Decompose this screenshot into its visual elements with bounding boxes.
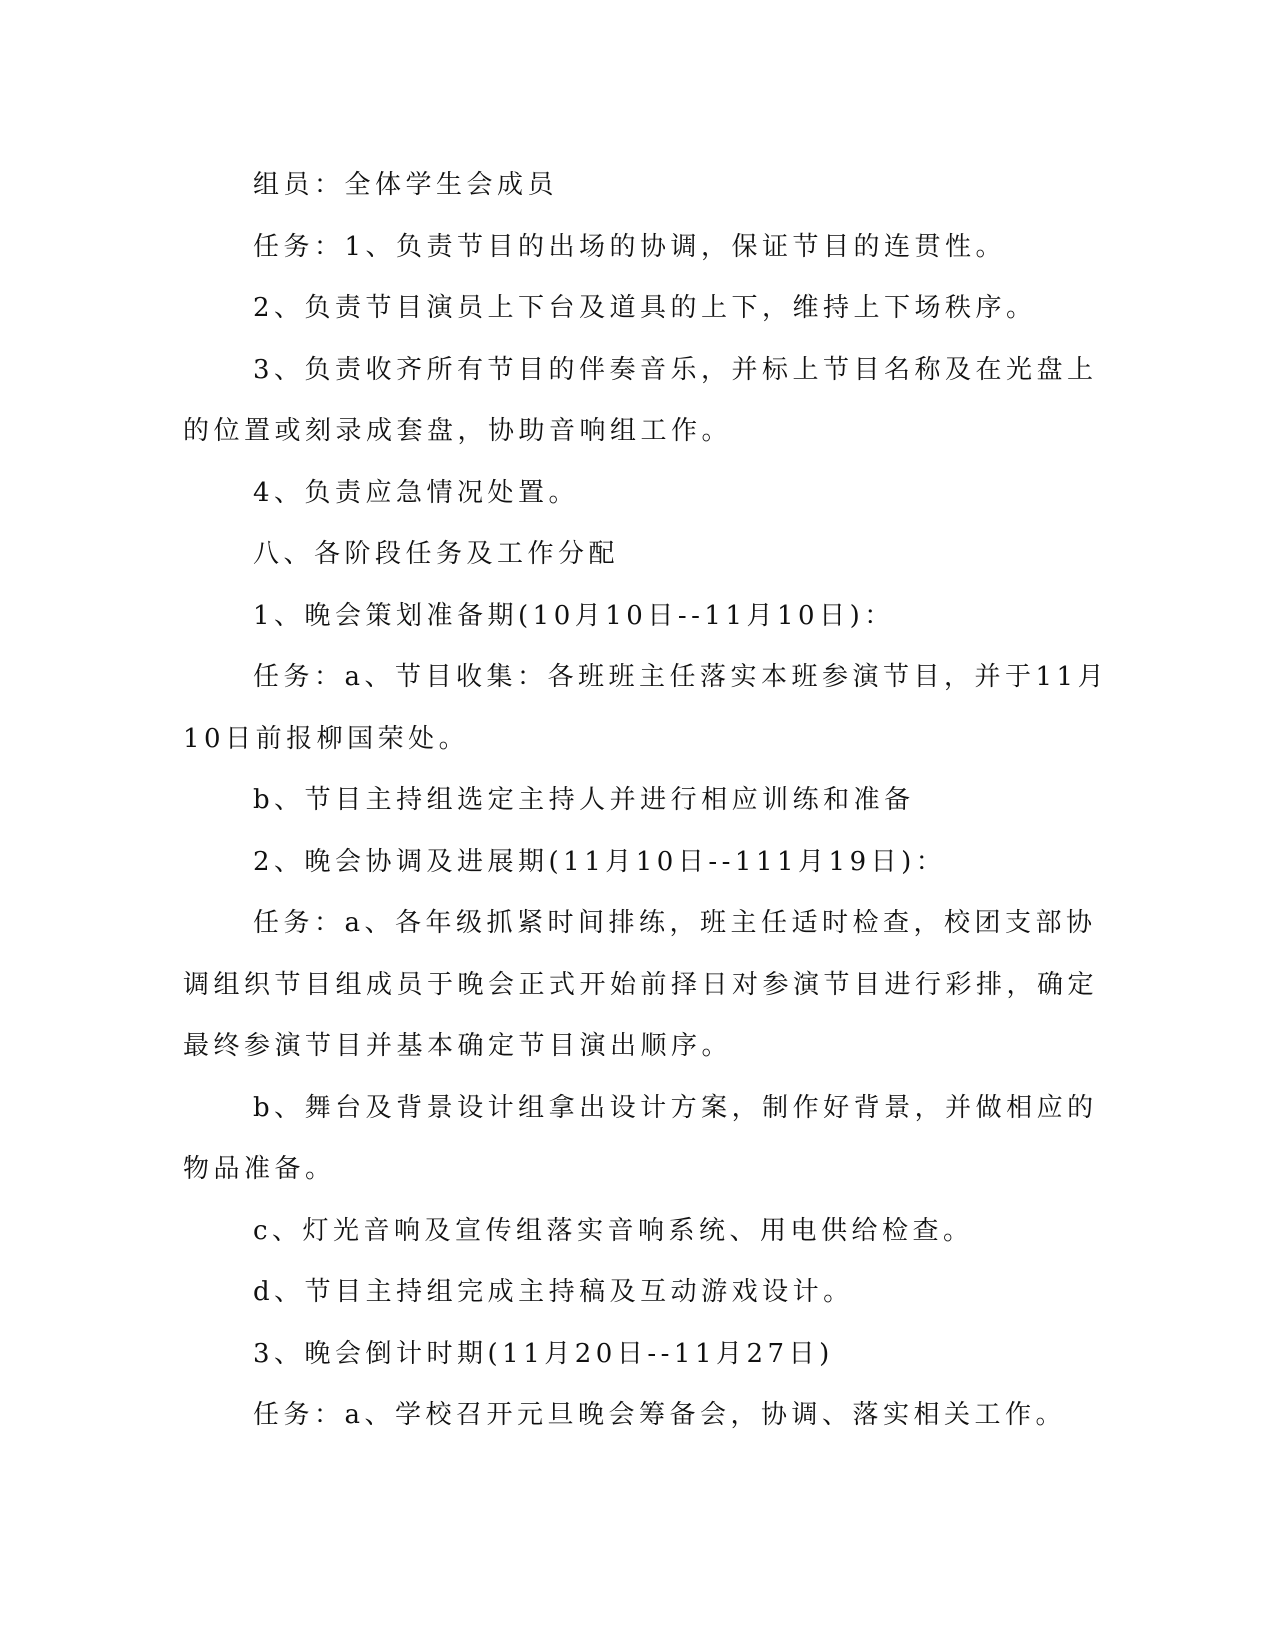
paragraph-line: 最终参演节目并基本确定节目演出顺序。 [183,1031,733,1061]
paragraph-line: 2、负责节目演员上下台及道具的上下，维持上下场秩序。 [253,293,1037,323]
paragraph-line: 任务：a、学校召开元旦晚会筹备会，协调、落实相关工作。 [253,1400,1067,1430]
paragraph-line: b、舞台及背景设计组拿出设计方案，制作好背景，并做相应的 [253,1092,1098,1123]
paragraph-line: 的位置或刻录成套盘，协助音响组工作。 [183,416,733,446]
section-heading: 八、各阶段任务及工作分配 [253,539,620,569]
paragraph-line: 3、晚会倒计时期(11月20日--11月27日) [253,1338,834,1369]
paragraph-line: 组员：全体学生会成员 [253,170,559,200]
paragraph-line: 任务：a、节目收集：各班班主任落实本班参演节目，并于11月 [253,662,1109,692]
paragraph-line: 3、负责收齐所有节目的伴奏音乐，并标上节目名称及在光盘上 [253,354,1098,385]
paragraph-line: 1、晚会策划准备期(10月10日--11月10日)： [253,600,895,631]
paragraph-line: 10日前报柳国荣处。 [183,723,470,754]
paragraph-line: b、节目主持组选定主持人并进行相应训练和准备 [253,785,915,815]
paragraph-line: 调组织节目组成员于晚会正式开始前择日对参演节目进行彩排，确定 [183,969,1099,1000]
paragraph-line: 任务：a、各年级抓紧时间排练，班主任适时检查，校团支部协 [253,908,1097,938]
paragraph-line: 2、晚会协调及进展期(11月10日--111月19日)： [253,846,947,877]
paragraph-line: 任务：1、负责节目的出场的协调，保证节目的连贯性。 [253,231,1007,262]
document-body [183,155,1109,1447]
paragraph-line: d、节目主持组完成主持稿及互动游戏设计。 [253,1277,854,1307]
paragraph-line: 4、负责应急情况处置。 [253,477,580,508]
paragraph-line: c、灯光音响及宣传组落实音响系统、用电供给检查。 [253,1215,974,1246]
paragraph-line: 物品准备。 [183,1154,336,1184]
